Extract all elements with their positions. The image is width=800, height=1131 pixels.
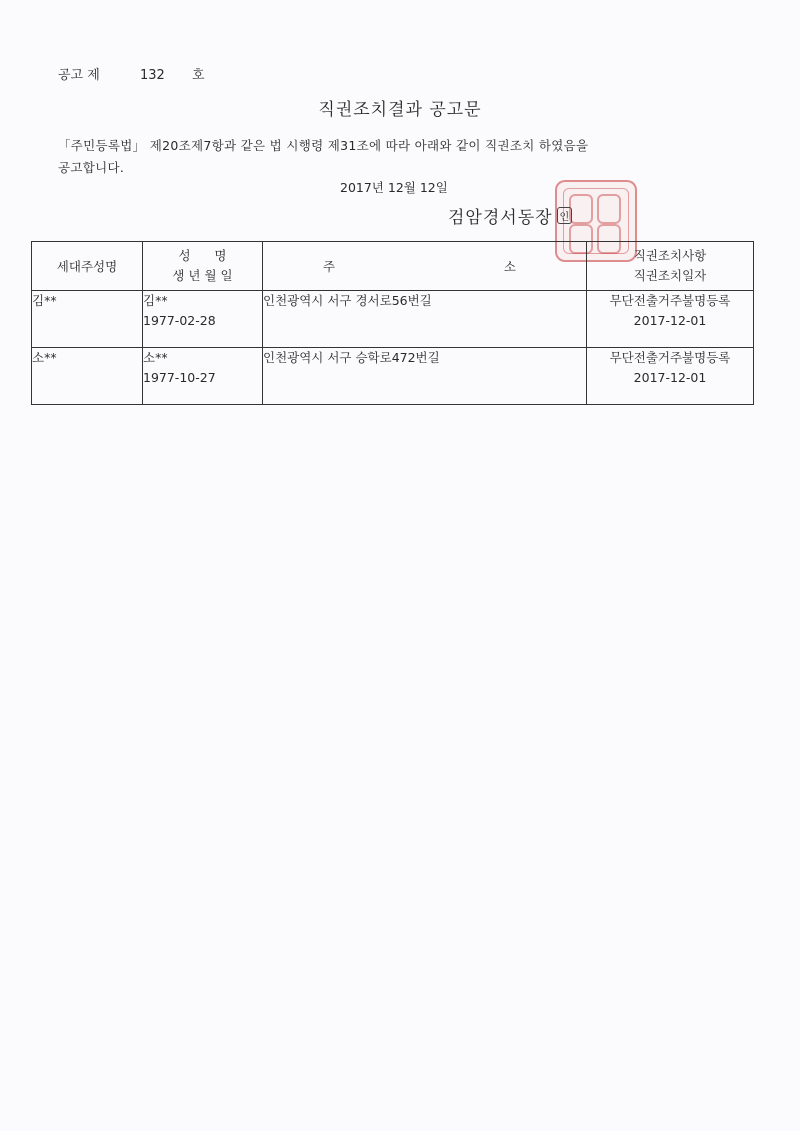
cell-name-birth: [143, 348, 263, 405]
cell-action: [587, 348, 754, 405]
notice-number-line: [58, 64, 205, 83]
header-action: [587, 242, 754, 291]
notice-suffix: 호: [192, 68, 205, 83]
issuer-name-line: [448, 203, 572, 228]
action-table: [31, 241, 754, 405]
cell-householder: 김**: [32, 291, 143, 348]
table-row: [32, 291, 754, 348]
issuer-name: 검암경서동장: [448, 208, 553, 228]
cell-address: 인천광역시 서구 경서로56번길: [263, 291, 587, 348]
header-address: [263, 242, 587, 291]
header-action-date: 직권조치일자: [633, 268, 707, 283]
cell-action-date: 2017-12-01: [633, 313, 707, 328]
cell-address: 인천광역시 서구 승학로472번길: [263, 348, 587, 405]
header-birth: 생 년 월 일: [172, 268, 233, 283]
cell-action-type: 무단전출거주불명등록: [609, 350, 731, 365]
table-header-row: [32, 242, 754, 291]
cell-name: 김**: [143, 293, 168, 308]
seal-glyph: [597, 194, 621, 224]
table-row: [32, 348, 754, 405]
header-householder: 세대주성명: [32, 242, 143, 291]
cell-householder: 소**: [32, 348, 143, 405]
notice-number: 132: [140, 68, 165, 83]
cell-action: [587, 291, 754, 348]
seal-mark: 인: [557, 207, 573, 224]
cell-name-birth: [143, 291, 263, 348]
cell-name: 소**: [143, 350, 168, 365]
notice-label: 공고 제: [58, 68, 100, 83]
header-name: 성 명: [178, 248, 227, 263]
body-paragraph: [58, 135, 708, 179]
seal-glyph: [569, 194, 593, 224]
cell-action-type: 무단전출거주불명등록: [609, 293, 731, 308]
header-name-birth: [143, 242, 263, 291]
cell-action-date: 2017-12-01: [633, 370, 707, 385]
body-line-1: 「주민등록법」 제20조제7항과 같은 법 시행령 제31조에 따라 아래와 같이 직권조치 하였음을: [58, 138, 589, 153]
cell-birth: 1977-10-27: [143, 370, 216, 385]
header-action-type: 직권조치사항: [633, 248, 707, 263]
body-line-2: 공고합니다.: [58, 160, 125, 175]
document-date: 2017년 12월 12일: [340, 180, 448, 195]
document-title: 직권조치결과 공고문: [318, 100, 482, 120]
header-address-left: 주: [323, 259, 336, 274]
cell-birth: 1977-02-28: [143, 313, 216, 328]
header-address-right: 소: [503, 259, 516, 274]
